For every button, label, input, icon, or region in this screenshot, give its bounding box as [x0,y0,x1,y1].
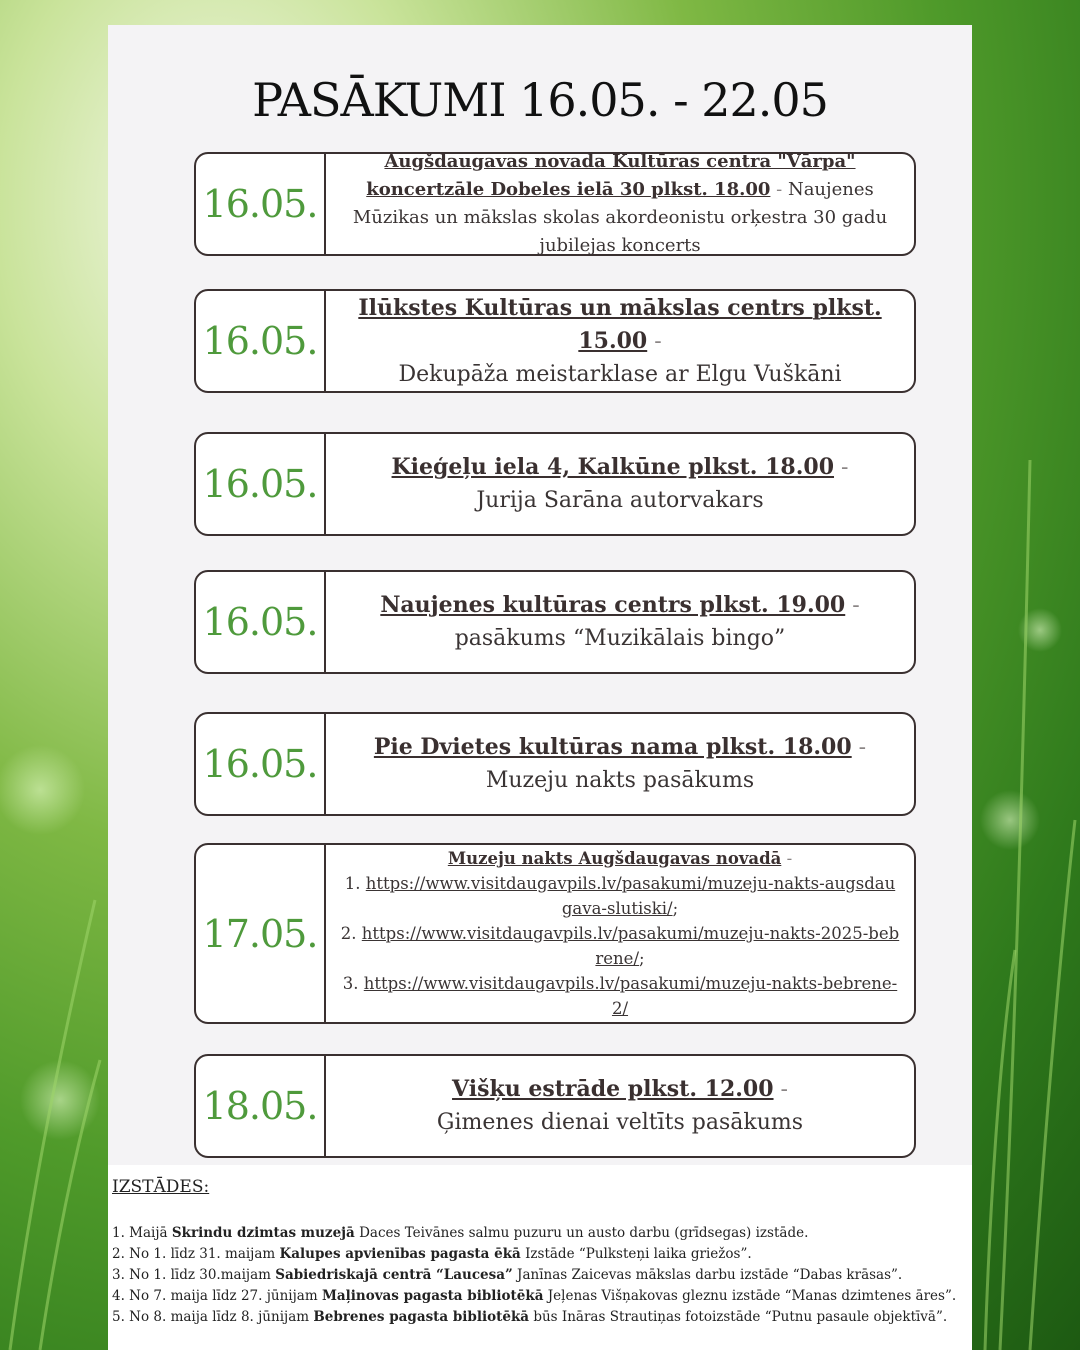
event-link-item: 2. https://www.visitdaugavpils.lv/pasakumi/muzeju-nakts-2025-bebrene/; [340,924,900,968]
exhibitions-heading: IZSTĀDES: [112,1177,210,1197]
event-description [326,151,914,256]
event-date: 18.05. [196,1056,326,1156]
list-item: 3. No 1. līdz 30.maijam Sabiedriskajā centrā “Laucesa” Janīnas Zaicevas mākslas darbu izstāde “Dabas krāsas”. [112,1267,903,1283]
exhibitions-list [112,1223,962,1328]
event-dash: - [834,455,849,480]
event-date: 17.05. [196,845,326,1022]
event-dash: - [647,328,662,354]
museum-night-link[interactable]: https://www.visitdaugavpils.lv/pasakumi/muzeju-nakts-augsdaugava-slutiski/ [365,874,896,918]
event-description [326,572,914,672]
event-location-link[interactable]: Kieģeļu iela 4, Kalkūne plkst. 18.00 [391,454,835,480]
event-dash: - [773,1077,788,1102]
list-item: 5. No 8. maija līdz 8. jūnijam Bebrenes pagasta bibliotēkā būs Ināras Strautiņas fotoizstāde “Putnu pasaule objektīvā”. [112,1309,948,1325]
event-location-link[interactable]: Ilūkstes Kultūras un mākslas centrs plkst. 15.00 [358,294,882,354]
event-description [326,714,914,814]
event-date: 16.05. [196,291,326,391]
event-card [194,432,916,536]
event-dash: - [851,735,867,760]
event-description [326,434,914,534]
event-location-link[interactable]: Višķu estrāde plkst. 12.00 [452,1076,774,1102]
event-card [194,843,916,1024]
list-item: 4. No 7. maija līdz 27. jūnijam Maļinovas pagasta bibliotēkā Jeļenas Višņakovas gleznu izstāde “Manas dzimtenes āres”. [112,1288,957,1304]
events-panel [108,25,972,1165]
event-date: 16.05. [196,714,326,814]
event-text: Dekupāža meistarklase ar Elgu Vuškāni [398,361,842,387]
event-text: Muzeju nakts pasākums [485,768,755,793]
event-card [194,712,916,816]
event-dash: - [845,593,860,618]
event-description [326,845,914,1022]
event-text: Jurija Sarāna autorvakars [476,488,764,513]
list-item: 1. Maijā Skrindu dzimtas muzejā Daces Teivānes salmu puzuru un austo darbu (grīdsegas) izstāde. [112,1225,809,1241]
event-card [194,570,916,674]
event-card [194,1054,916,1158]
event-link-item: 3. https://www.visitdaugavpils.lv/pasakumi/muzeju-nakts-bebrene-2/ [342,974,898,1018]
event-text: Ģimenes dienai veltīts pasākums [436,1110,804,1135]
event-text: Naujenes Mūzikas un mākslas skolas akordeonistu orķestra 30 gadu jubilejas koncerts [352,179,888,256]
event-dash: - [781,849,793,868]
event-card [194,289,916,393]
event-description [326,291,914,391]
event-location-link[interactable]: Augšdaugavas novada Kultūras centra "Vārpa" koncertzāle Dobeles ielā 30 plkst. 18.00 [366,151,856,200]
event-location-link[interactable]: Naujenes kultūras centrs plkst. 19.00 [380,592,846,618]
event-location-link[interactable]: Muzeju nakts Augšdaugavas novadā [447,849,782,868]
event-date: 16.05. [196,154,326,254]
event-card [194,152,916,256]
event-date: 16.05. [196,434,326,534]
event-link-item: 1. https://www.visitdaugavpils.lv/pasakumi/muzeju-nakts-augsdaugava-slutiski/; [344,874,896,918]
event-description [326,1056,914,1156]
museum-night-link[interactable]: https://www.visitdaugavpils.lv/pasakumi/muzeju-nakts-bebrene-2/ [363,974,898,1018]
museum-night-link[interactable]: https://www.visitdaugavpils.lv/pasakumi/muzeju-nakts-2025-bebrene/ [361,924,900,968]
page-title: PASĀKUMI 16.05. - 22.05 [252,73,828,127]
event-text: pasākums “Muzikālais bingo” [454,626,786,651]
exhibitions-section [108,1165,972,1350]
event-dash: - [770,179,788,200]
event-date: 16.05. [196,572,326,672]
list-item: 2. No 1. līdz 31. maijam Kalupes apvienības pagasta ēkā Izstāde “Pulksteņi laika griežos”. [112,1246,752,1262]
event-location-link[interactable]: Pie Dvietes kultūras nama plkst. 18.00 [373,734,852,760]
